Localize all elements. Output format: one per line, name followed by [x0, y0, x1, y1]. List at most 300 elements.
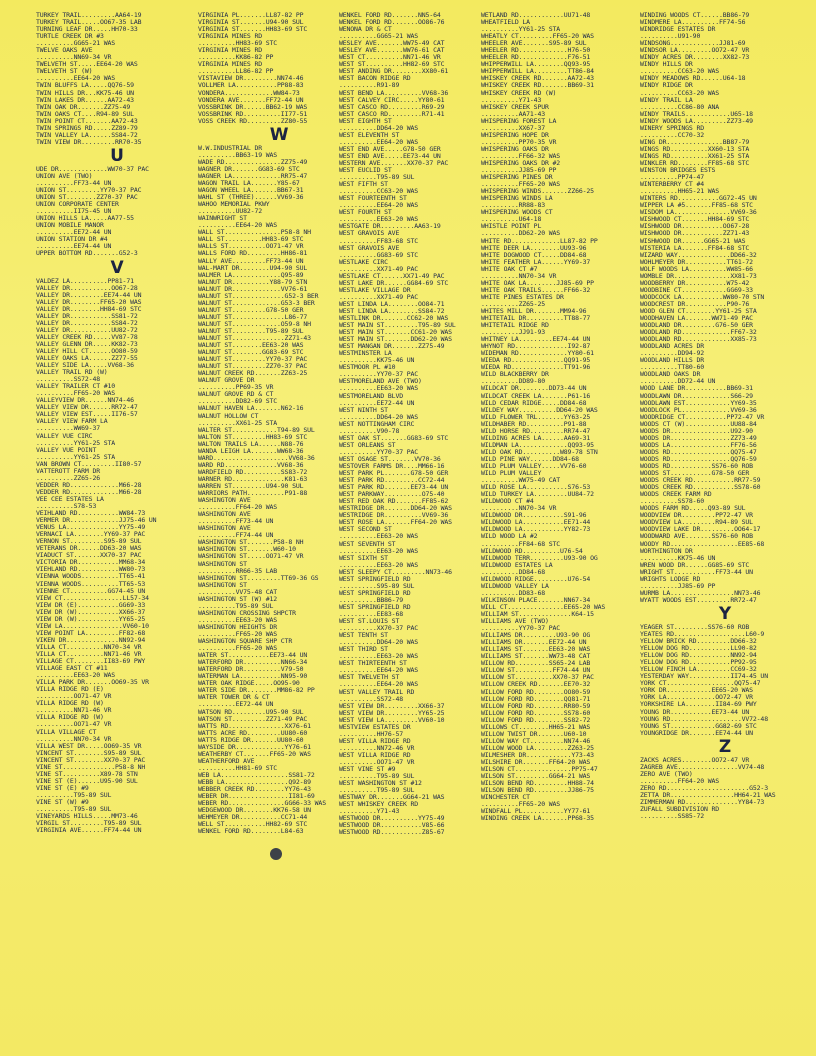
- street-entry: WOODS CREEK FARM RD: [640, 490, 712, 499]
- street-entry: WANDA LEIGH LA.......WW68-36: [198, 446, 304, 455]
- street-entry: ..........T95-89 SUL: [339, 173, 415, 182]
- street-entry: ..........BB86-79: [339, 595, 403, 604]
- street-entry: ..........DD62-20 WAS: [481, 229, 561, 238]
- street-entry: VIENNE CT..........GG74-45 UN: [36, 586, 146, 595]
- street-entry: WESTWOOD RD...........Z85-67: [339, 828, 445, 837]
- street-entry: ..........T95-89 SUL: [36, 805, 112, 814]
- street-entry: ..........JJ85-69 PP: [481, 166, 557, 175]
- street-entry: ..........TT80-60: [640, 363, 704, 372]
- street-entry: VEE CEE ESTATES LA: [36, 494, 104, 503]
- street-entry: ..........OO71-47 VR: [36, 692, 112, 701]
- street-entry: ..........RR66-35 LAB: [198, 566, 278, 575]
- street-entry: YOUNGRIDGE DR.......EE74-44 UN: [640, 728, 753, 737]
- street-entry: WHITES MILL DR.......MM94-96: [481, 306, 587, 315]
- street-entry: WASHINGTON SQUARE SHP CTR: [198, 637, 293, 646]
- street-entry: YOUNG ST............GG82-69 STC: [640, 721, 757, 730]
- street-entry: WEST SPRINGFIELD RD: [339, 588, 411, 597]
- street-entry: WADE RD...............ZZ75-49: [198, 157, 308, 166]
- street-entry: ..........EE63-20 WAS: [339, 215, 419, 224]
- street-entry: VINE ST..............P58-8 NH: [36, 762, 146, 771]
- street-entry: VINE ST (E)......U95-90 SUL: [36, 776, 138, 785]
- street-entry: WEST SEVENTH ST: [339, 539, 396, 548]
- street-entry: WINDY WOODS LA.........ZZ73-49: [640, 116, 753, 125]
- street-entry: WILSON BEND RD.........JJ86-75: [481, 786, 594, 795]
- street-entry: WILDWOOD ESTATES LA: [481, 560, 553, 569]
- street-entry: WATTS RIDGE DR.......UU80-60: [198, 735, 304, 744]
- street-entry: WILD PLUM VALLEY.....VV76-60: [481, 462, 587, 470]
- street-entry: ..........KK75-46 UN: [339, 356, 415, 365]
- street-entry: WALTON ST.........HH83-69 STC: [198, 432, 308, 441]
- street-entry: WOODS LA................FF76-56: [640, 440, 757, 449]
- street-entry: ..........S78-53: [36, 502, 97, 510]
- street-entry: ZERO RD......................G52-3: [640, 783, 768, 792]
- street-entry: WATER TOWER DR & CT: [198, 693, 270, 702]
- street-entry: WEST VALLEY TRAIL RD: [339, 687, 415, 696]
- street-entry: WASHINGTON ST: [198, 580, 247, 589]
- street-entry: ZERO AVE (TWO): [640, 769, 693, 778]
- street-entry: WILLOW ST..........XX70-37 PAC: [481, 673, 594, 682]
- street-entry: VALLEY HILL CT......OO80-59: [36, 346, 138, 355]
- street-entry: ..........EE63-20 WAS: [339, 546, 419, 555]
- street-entry: UNION ST.........YY70-37 PAC: [36, 186, 142, 195]
- street-entry: VATTEROTT FARM DR: [36, 466, 100, 475]
- street-entry: WAGON TRAIL LA.......Y85-67: [198, 178, 300, 187]
- street-entry: WHISKEY CREEK RD.......BB69-31: [481, 81, 594, 90]
- street-entry: YOUNG DR...........EE73-44 UN: [640, 707, 750, 716]
- street-entry: WINDY TRAILS............U65-18: [640, 109, 753, 118]
- street-entry: WALNUT ST........GG83-69 STC: [198, 348, 304, 357]
- street-entry: WEST FIFTH ST: [339, 180, 388, 189]
- street-entry: VIRGINIA MINES RD: [198, 46, 262, 55]
- street-entry: VILLA RIDGE RD (E): [36, 685, 104, 694]
- street-entry: ..........VV75-48 CAT: [198, 587, 278, 596]
- street-entry: WOODCOCK LA...........WW80-70 STN: [640, 292, 765, 301]
- street-entry: WARD RD..............VV68-36: [198, 460, 304, 469]
- street-entry: WILSON BEND RD.........HH88-74: [481, 779, 594, 788]
- street-entry: YORKSHIRE LA........II84-69 PWY: [640, 700, 757, 709]
- street-entry: VEIHLAND RD...........WW84-73: [36, 509, 146, 518]
- street-entry: ..........SS78-60: [640, 497, 704, 506]
- street-entry: WASHINGTON ST.....OO71-47 VR: [198, 552, 304, 561]
- street-entry: WINDY ACRES DR........XX82-73: [640, 53, 750, 62]
- street-entry: WEB LA..................SS81-72: [198, 770, 315, 779]
- street-entry: WALNUT DR..........Y88-79 STN: [198, 277, 308, 286]
- street-entry: ..........XX71-49 PAC: [339, 292, 419, 301]
- street-entry: ..........YY61-25 STA: [36, 438, 116, 447]
- street-entry: WILLIAMS ST.......WW73-48 CAT: [481, 652, 591, 661]
- street-entry: YELLOW FINCH LA.........CC69-32: [640, 665, 757, 674]
- street-entry: ..........JJ85-69 PP: [640, 581, 716, 590]
- street-entry: VALLEY DR...........SS84-72: [36, 318, 138, 327]
- street-entry: WILSON CT...............PP75-47: [481, 765, 598, 774]
- street-entry: WEST TWELVETH ST: [339, 673, 400, 682]
- street-entry: VALLEY CREEK RD.....VV87-78: [36, 332, 138, 341]
- street-entry: WEST ELEVENTH ST: [339, 130, 400, 139]
- street-entry: VALLEYVIEW DR......NN74-46: [36, 396, 134, 405]
- street-entry: WINCHESTER CT: [481, 793, 530, 802]
- street-entry: WOMBLE DR...............XX81-73: [640, 271, 757, 280]
- street-entry: WOODS DR................U92-90: [640, 426, 753, 435]
- street-entry: WHISPERING FOREST LA: [481, 116, 557, 125]
- street-entry: WESTMINSTER LA: [339, 349, 392, 358]
- street-entry: TURKEY TRAIL.........AA64-19: [36, 12, 142, 19]
- street-entry: YELLOW BRICK RD.........DD66-32: [640, 637, 757, 646]
- street-entry: WEST ROSE LA.......FF64-20 WAS: [339, 518, 452, 527]
- street-entry: WOODBINE CT............GG69-33: [640, 285, 753, 294]
- street-entry: ..........FF73-44 UN: [36, 178, 112, 187]
- street-entry: ..........NN69-34 VR: [36, 53, 112, 62]
- street-entry: VOSSBRINK DR......BB62-19 WAS: [198, 102, 308, 111]
- street-entry: WEST LINDA LA........SS84-72: [339, 306, 445, 315]
- street-entry: WHEATLY CT.........FF65-20 WAS: [481, 32, 594, 41]
- street-entry: WALNUT ST.............G53-3 BER: [198, 298, 315, 307]
- street-entry: ..........DD84-68: [481, 567, 545, 576]
- street-entry: WILSON ST.........GG64-21 WAS: [481, 772, 591, 781]
- street-entry: WOODLAWN DR.............S66-29: [640, 391, 753, 400]
- street-entry: VALLEY VIEW EST.....II76-57: [36, 410, 138, 419]
- street-entry: WILLOW FORD RD........QQ81-71: [481, 694, 591, 703]
- street-entry: WHISKEY CREEK SPUR: [481, 102, 549, 111]
- street-entry: WEST WASHINGTON ST #12: [339, 779, 422, 788]
- street-entry: TWIN LAKES DR......AA72-43: [36, 95, 134, 104]
- street-entry: ..........EE83-68: [339, 609, 403, 618]
- street-entry: ..........PP70-35 VR: [481, 137, 557, 146]
- street-entry: WOODHAVEN LA.......WW71-49 PAC: [640, 314, 753, 323]
- street-entry: ..........OO71-47 VR: [339, 757, 415, 766]
- street-entry: WILLOW RD.........SS65-24 LAB: [481, 659, 591, 668]
- street-entry: ..........LL86-82 PP: [198, 67, 274, 76]
- street-entry: VONDERA AVE.......FF72-44 UN: [198, 95, 304, 104]
- street-entry: ..........EE63-20 WAS: [198, 615, 278, 624]
- street-entry: ..........HH65-21 WAS: [640, 187, 720, 196]
- street-entry: UPPER BOTTOM RD.......G52-3: [36, 249, 138, 258]
- street-entry: WAGNER LA.............RR75-47: [198, 171, 308, 180]
- street-entry: TWIN HILLS DR...KK75-46 UN: [36, 88, 134, 97]
- street-entry: WOODLAND DR.........G76-50 GER: [640, 321, 753, 330]
- street-entry: WHITE FEATHER LA......YY69-37: [481, 257, 591, 266]
- street-entry: TWIN OAKS CT....R94-89 SUL: [36, 109, 134, 118]
- street-entry: VALLEY TRAILER CT #10: [36, 382, 116, 391]
- street-entry: WILDWOOD LA...........EE71-44: [481, 518, 591, 527]
- street-entry: VALLEY SIDE LA.....VV68-36: [36, 361, 134, 370]
- street-entry: WEST GRAVOIS AVE: [339, 229, 400, 238]
- street-entry: WALMER LA.............Q95-89: [198, 270, 304, 279]
- street-entry: WILDEY WAY..........DD64-20 WAS: [481, 405, 598, 414]
- street-entry: WISHWOOD CT.......HH84-69 STC: [640, 215, 750, 224]
- street-entry: WEDGEWOOD DR........KK76-58 UN: [198, 806, 311, 815]
- street-entry: WISTERIA LA.......FF84-68 STC: [640, 243, 750, 252]
- street-entry: WINGS RD..........XX60-13 STA: [640, 144, 750, 153]
- street-entry: WEST ANDING DR........XX80-61: [339, 67, 449, 76]
- street-entry: YEATES RD...................L60-9: [640, 629, 765, 638]
- street-entry: WESTMORELAND AVE (TWO): [339, 377, 422, 386]
- street-entry: TURTLE CREEK DR #3: [36, 32, 104, 41]
- street-entry: ..........NN71-46 VR: [36, 706, 112, 715]
- street-entry: WHISPERING OAKS DR: [481, 144, 549, 153]
- street-entry: WEST BACON RIDGE RD: [339, 74, 411, 83]
- street-entry: ..........FF64-20 WAS: [640, 776, 720, 785]
- street-entry: VIEW DR (W)...........YY65-25: [36, 614, 146, 623]
- street-entry: ..........U64-18: [481, 215, 542, 224]
- street-entry: ..........Y71-43: [339, 807, 400, 816]
- street-entry: UNION ST........ZZ70-37 PAC: [36, 193, 138, 202]
- street-entry: WINDING CREEK LA.......PP68-35: [481, 814, 594, 823]
- street-entry: WESTLAKE VILLAGE DR: [339, 285, 411, 294]
- street-entry: WEST OSAGE ST.......VV70-36: [339, 454, 441, 463]
- index-column-2: [198, 12, 360, 835]
- street-entry: ..........WW69-37: [36, 424, 100, 433]
- street-entry: WOODLAND HILLS DR: [640, 356, 704, 365]
- street-entry: WHISTLE POINT PL: [481, 222, 542, 231]
- street-entry: WOODLAND RD.............FF67-32: [640, 328, 757, 337]
- street-entry: WESTRIDGE DR..........VV69-36: [339, 511, 449, 520]
- street-entry: TWIN SPRINGS RD.....ZZ89-79: [36, 123, 138, 132]
- street-entry: WALNUT GROVE RD & CT: [198, 390, 274, 399]
- street-entry: ..........FF65-20 WAS: [481, 800, 561, 809]
- street-entry: TWELVETH ST.....EE64-20 WAS: [36, 60, 138, 69]
- street-entry: WESTOVER FARMS DR....MM66-16: [339, 462, 445, 470]
- street-entry: WILD PLUM VALLEY: [481, 469, 542, 478]
- street-entry: ..........CC63-20 WAS: [640, 88, 720, 97]
- street-entry: ..........CC86-80 ANA: [640, 102, 720, 111]
- street-entry: ..........FF74-44 UN: [198, 531, 274, 540]
- street-entry: WHISKEY CREEK RD (W): [481, 88, 557, 97]
- street-entry: ..........JJ91-93: [481, 328, 545, 337]
- street-entry: WILDWOOD TERR.........U93-90 OG: [481, 553, 598, 562]
- street-entry: VIRGINIA PL.......LL87-82 PP: [198, 12, 304, 19]
- street-entry: ..........V90-78: [339, 426, 400, 435]
- street-entry: WHISPERING WINDS LA: [481, 194, 553, 203]
- street-entry: ..........GG65-21 WAS: [36, 39, 116, 48]
- street-entry: ..........YY70-37 PAC: [339, 447, 419, 456]
- street-entry: VIRGINIA MINES RD: [198, 32, 262, 41]
- street-entry: WINDY TRAIL LA: [640, 95, 693, 104]
- street-entry: WILD PINE WAY......DD84-68: [481, 454, 579, 463]
- street-entry: VOSSBRINK RD..........II77-51: [198, 109, 308, 118]
- street-entry: ..........YY70-37 PAC: [339, 370, 419, 379]
- street-entry: WESTVIEW ESTATES DR: [339, 722, 411, 731]
- index-column-5: [640, 12, 810, 820]
- street-entry: WEST MAIN ST.......CC61-20 WAS: [339, 328, 452, 337]
- street-entry: VIEW DR (E)...........GG69-33: [36, 600, 146, 609]
- street-entry: WILDCAT CREEK LA.......P61-16: [481, 391, 591, 400]
- street-entry: VIRGINIA AVE......FF74-44 UN: [36, 826, 142, 835]
- street-entry: WASHINGTON AVE: [198, 496, 251, 505]
- street-entry: WATERFORD DR..........V79-50: [198, 665, 304, 674]
- street-entry: WEST CASCO RD.........R71-41: [339, 109, 445, 118]
- street-entry: WHISKEY CREEK RD.......AA72-43: [481, 74, 594, 83]
- street-entry: ..........T95-89 SUL: [339, 786, 415, 795]
- street-entry: VILLA RIDGE RD (W): [36, 699, 104, 708]
- street-entry: VOLLMER LA...........PP88-83: [198, 81, 304, 90]
- street-entry: WILDWOOD DR...........S91-96: [481, 511, 587, 520]
- street-entry: WOODBERRY DR...........W75-42: [640, 278, 750, 287]
- street-entry: TWIN OAK DR.......ZZ75-49: [36, 102, 131, 111]
- street-entry: ..........HH81-69 STC: [198, 763, 278, 772]
- street-entry: WEST ST.LOUIS ST: [339, 617, 400, 626]
- street-entry: WILLOW FORD RD........RR80-59: [481, 701, 591, 710]
- street-entry: TWELVETH ST (W): [36, 67, 93, 76]
- street-entry: VIADUCT ST.......XX70-37 PAC: [36, 551, 142, 560]
- street-entry: WEBB LA.................Q92-89: [198, 777, 311, 786]
- street-entry: WIPPER LA #5.......FF85-68 STC: [640, 201, 753, 210]
- street-entry: VILLA WEST DR.....OO69-35 VR: [36, 741, 142, 750]
- street-entry: WRIGHT ST...........FF73-44 UN: [640, 567, 753, 576]
- street-entry: WEST OAK ST.......GG83-69 STC: [339, 433, 449, 442]
- street-entry: ..........EE63-20 WAS: [339, 384, 419, 393]
- street-entry: WILLOW ST..........FF74-44 UN: [481, 666, 591, 675]
- street-entry: ..........EE74-44 UN: [36, 242, 112, 251]
- street-entry: ..........EE64-20 WAS: [36, 74, 116, 83]
- street-entry: VALDEZ LA..........PP81-71: [36, 276, 134, 285]
- street-entry: YELLOW DOG RD...........LL90-82: [640, 644, 757, 653]
- street-entry: WESLEY AVE.......WW76-61 CAT: [339, 46, 445, 55]
- street-entry: WAHOO MEMORIAL PKWY: [198, 200, 270, 209]
- street-entry: WEST SPRINGFIELD RD: [339, 602, 411, 611]
- street-entry: WEST CT..........NN71-46 VR: [339, 53, 441, 62]
- street-entry: WHEELER AVE.......S95-89 SUL: [481, 39, 587, 48]
- street-entry: TWIN VALLEY LA......SS84-72: [36, 130, 138, 139]
- street-entry: WEST ST..........HH82-69 STC: [339, 60, 445, 69]
- street-entry: WILDWOOD LA...........YY82-73: [481, 525, 591, 534]
- street-entry: WARRIORS PATH..........P91-88: [198, 489, 308, 498]
- street-entry: WATTS RD...............XX76-61: [198, 721, 311, 730]
- street-entry: WALNUT ST.........YY70-37 PAC: [198, 355, 308, 364]
- street-entry: UNION MOBILE MANOR: [36, 221, 104, 230]
- street-entry: WEST PARKWAY..........O75-40: [339, 490, 445, 499]
- street-entry: VENUS LA..............YY75-49: [36, 523, 146, 532]
- street-entry: WARREN ST.........U94-90 SUL: [198, 482, 304, 490]
- street-entry: ..........DD64-20 WAS: [339, 412, 419, 421]
- street-entry: ..........R91-89: [339, 81, 400, 90]
- street-entry: ZAGREB AVE................VV74-48: [640, 762, 765, 771]
- street-entry: WETLAND RD............UU71-48: [481, 12, 591, 19]
- street-entry: ..........CC63-20 WAS: [640, 67, 720, 76]
- street-entry: ..........T95-89 SUL: [198, 601, 274, 610]
- street-entry: WEST VIEW LA.........VV60-10: [339, 715, 445, 724]
- street-entry: VALLEY DR........HH84-69 STC: [36, 304, 142, 313]
- street-entry: WINDFALL PL...........YY77-61: [481, 807, 591, 816]
- street-entry: VETERANS DR......DD63-20 WAS: [36, 544, 142, 553]
- street-entry: WALNUT GROVE DR: [198, 376, 255, 385]
- street-entry: WILLIAM ST..............K64-15: [481, 609, 594, 618]
- street-entry: WOHLMEYER DR...........TT61-72: [640, 257, 753, 266]
- street-entry: WIEDA RD..............TT91-96: [481, 363, 591, 372]
- street-entry: WEST VILLA RIDGE RD: [339, 736, 411, 745]
- street-entry: TWIN BLUFFS LA.....QQ76-59: [36, 81, 134, 90]
- street-entry: WEST SLEEPY CT.........NN73-46: [339, 567, 452, 576]
- street-entry: WALNUT ST..............L86-77: [198, 312, 308, 321]
- street-entry: WILDHABER RD..........P91-88: [481, 419, 587, 428]
- street-entry: WEBER RD...............GG66-33 WAS: [198, 799, 326, 808]
- street-entry: UNION CORPORATE CENTER: [36, 200, 119, 209]
- street-entry: ..........DD94-92: [640, 349, 704, 358]
- street-entry: WAGNER DR.......GG83-69 STC: [198, 164, 300, 173]
- street-entry: WESTRIDGE DR.......DD64-20 WAS: [339, 504, 452, 513]
- street-entry: ..........GG65-21 WAS: [339, 32, 419, 41]
- street-entry: WHITE RD.............LL87-82 PP: [481, 236, 598, 245]
- street-entry: VILLA RIDGE RD (W): [36, 713, 104, 722]
- street-entry: VALLEY VUE CIRC: [36, 431, 93, 440]
- street-entry: WILLOW TWIST DR.......U60-10: [481, 729, 587, 738]
- street-entry: WASHINGTON HEIGHTS DR: [198, 622, 278, 631]
- street-entry: ..........EE64-20 WAS: [339, 201, 419, 210]
- street-entry: WILD FLOWER TRL.......YY63-25: [481, 412, 591, 421]
- street-entry: VICTORIA DR...........MM68-34: [36, 558, 146, 567]
- street-entry: WALL ST...............P58-8 NH: [198, 228, 311, 237]
- street-entry: YELLOW DOG RD...........NN92-94: [640, 651, 757, 660]
- street-entry: WESTLINK DR.......CC62-20 WAS: [339, 314, 449, 323]
- street-entry: WEST BEND LA..........VV68-36: [339, 88, 449, 97]
- street-entry: WHISPERING HOPE DR: [481, 130, 549, 139]
- street-entry: WOODLAND OAKS DR: [640, 370, 701, 379]
- street-entry: VALLEY GLENN DR.....KK82-73: [36, 339, 138, 348]
- street-entry: WOODS CREEK RD...........RR77-59: [640, 476, 761, 485]
- street-entry: ..........NN72-46 VR: [339, 743, 415, 752]
- street-entry: WARNER RD..............K81-63: [198, 474, 308, 483]
- street-entry: WESTWOOD DR...........V85-66: [339, 821, 445, 830]
- street-entry: WATER SIDE DR........MM86-82 PP: [198, 686, 315, 695]
- street-entry: WOODS FARM RD.....Q93-89 SUL: [640, 504, 746, 513]
- street-entry: WILDMAN LA.............QQ93-95: [481, 440, 594, 449]
- street-entry: VERNACI LA........YY69-37 PAC: [36, 530, 146, 539]
- street-entry: VERMER DR.............JJ75-46 UN: [36, 516, 157, 525]
- street-entry: ..........NN70-34 VR: [481, 504, 557, 513]
- street-entry: VISTAVIEW DR.........NN74-46: [198, 74, 304, 83]
- street-entry: WEST CASCO RD.........R69-29: [339, 102, 445, 111]
- street-entry: WAYSIDE DR.............YY76-61: [198, 742, 311, 751]
- street-entry: WASHINGTON ST.......W60-10: [198, 545, 296, 554]
- street-entry: WILDCAT DR........DD73-44 UN: [481, 384, 587, 393]
- street-entry: WEATHERBY CT.......FF65-20 WAS: [198, 749, 311, 758]
- street-entry: WALNUT CREEK RD.......ZZ63-25: [198, 369, 308, 378]
- street-entry: VINE ST..........X89-78 STN: [36, 769, 138, 778]
- street-entry: ..........BB63-19 WAS: [198, 150, 278, 159]
- street-entry: VALLEY DR...........SS81-72: [36, 311, 138, 320]
- street-entry: VIRGINIA MINES RD: [198, 60, 262, 69]
- street-entry: ..........FF66-32 WAS: [481, 151, 561, 160]
- street-entry: UNION STATION DR #4: [36, 235, 108, 244]
- street-entry: WEBBER CREEK RD........YY76-43: [198, 785, 311, 794]
- street-entry: WEST GRAVOIS AVE: [339, 243, 400, 252]
- street-entry: WINDRIDGE ESTATES DR: [640, 25, 716, 34]
- street-entry: ..........FF65-20 WAS: [481, 180, 561, 189]
- street-entry: WEST RED OAK RD.......FF85-62: [339, 497, 449, 506]
- street-entry: WENKEL FORD RD.......OO86-76: [339, 18, 445, 27]
- street-entry: WATERMAN LA...........NN95-90: [198, 672, 308, 681]
- street-entry: WOODLAND RD.............XX85-73: [640, 335, 757, 344]
- street-entry: WILLOW FORD RD........OO80-59: [481, 687, 591, 696]
- street-entry: WALL ST..........HH83-69 STC: [198, 235, 304, 244]
- street-entry: WEST EUCLID ST: [339, 166, 392, 175]
- street-entry: WALNUT ST.........T95-89 SUL: [198, 326, 304, 335]
- street-entry: ..........NN70-34 VR: [481, 271, 557, 280]
- street-entry: WEST MANGAN DR.......ZZ75-49: [339, 342, 445, 351]
- street-entry: WHIPPERWILL LA........QQ93-95: [481, 60, 591, 69]
- street-entry: WOODVIEW LA.........R94-89 SUL: [640, 518, 753, 527]
- street-entry: WALTON TRAILS LA......N88-76: [198, 439, 304, 448]
- street-entry: WEST END AVE.....G78-50 GER: [339, 144, 441, 153]
- street-entry: ..........XX61-25 STA: [198, 418, 278, 427]
- street-entry: WINDY MEADOWS RD......U64-18: [640, 74, 746, 83]
- street-entry: WRIGHTS LODGE RD: [640, 574, 701, 583]
- street-entry: ..........DD83-68: [481, 588, 545, 597]
- street-entry: VALLEY TRAIL RD (W): [36, 368, 108, 377]
- street-entry: ..........SS72-48: [36, 375, 100, 384]
- street-entry: WENKEL FORD RD........L84-63: [198, 827, 304, 836]
- street-entry: ..........EE72-44 UN: [198, 700, 274, 709]
- street-entry: ..........WW75-49 CAT: [481, 476, 561, 485]
